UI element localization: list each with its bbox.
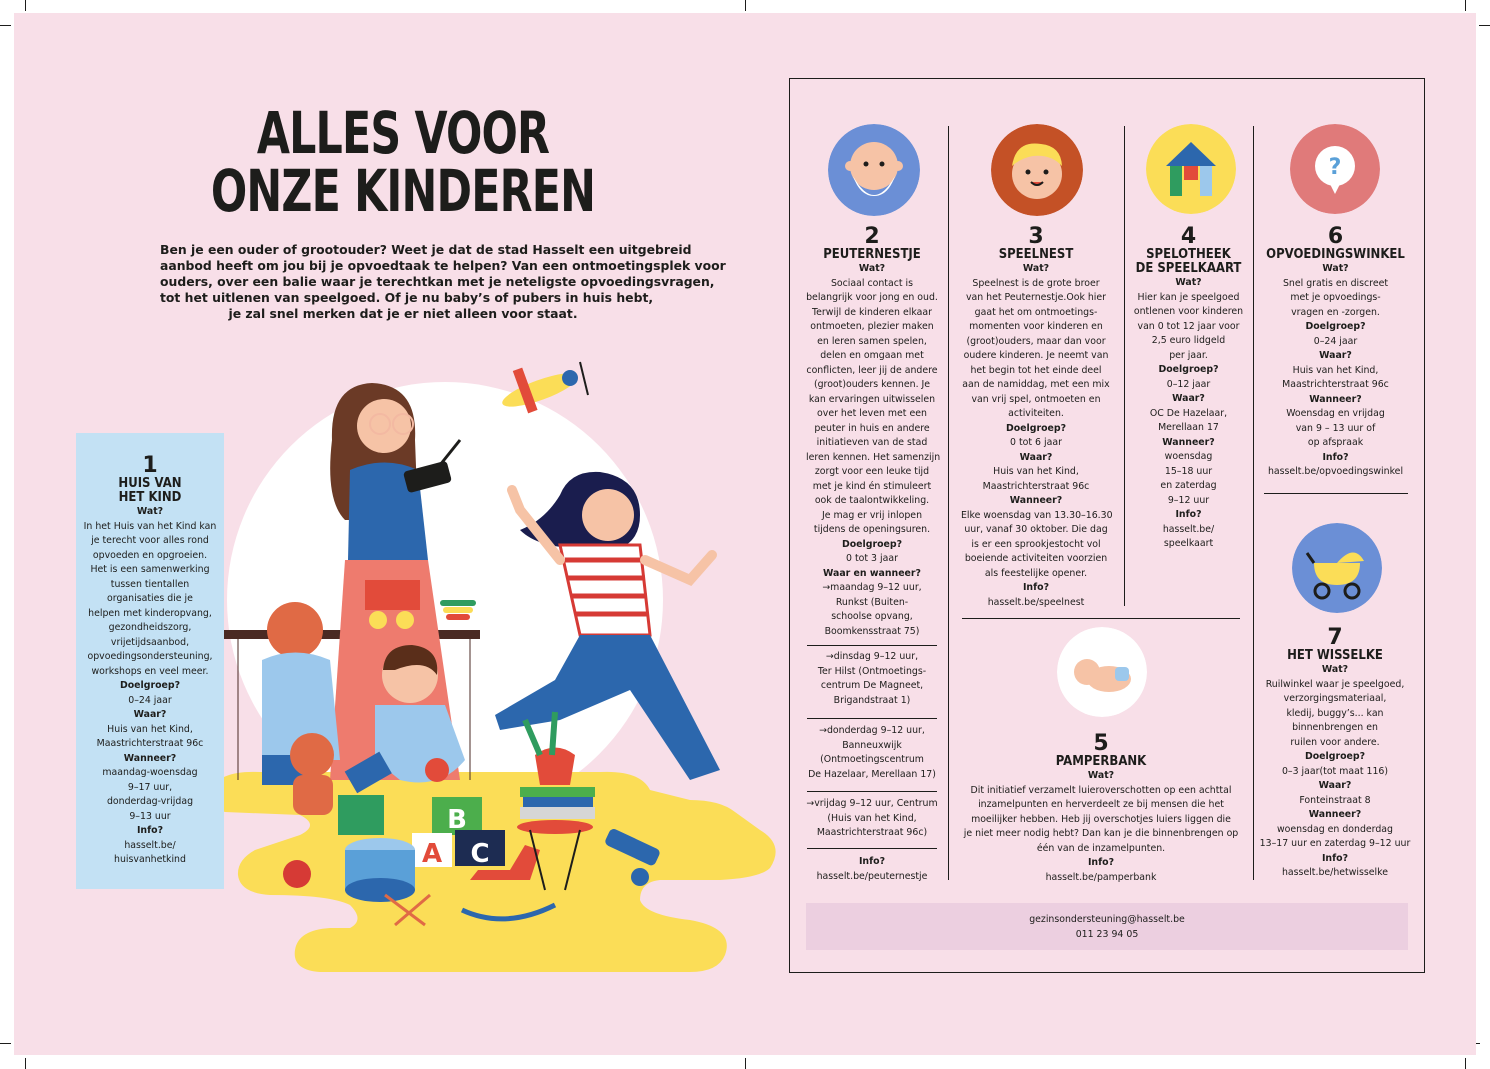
field-text: zorgt voor een leuke tijd (814, 466, 930, 477)
field-text: binnenbrengen en (1292, 722, 1378, 733)
field-text: het begin tot het einde deel (970, 364, 1102, 376)
field-label: Info? (136, 825, 164, 836)
info-link[interactable]: hasselt.be/peuternestje (816, 870, 928, 882)
field-text: kan ervaringen uitwisselen (808, 393, 936, 405)
section-pamperbank (961, 733, 1241, 885)
section-number: 7 (1327, 625, 1343, 650)
field-text: speelkaart (1163, 538, 1214, 549)
field-text: Ruilwinkel waar je speelgoed, (1265, 678, 1405, 690)
section-number: 2 (864, 224, 880, 249)
section-number: 4 (1180, 224, 1197, 249)
title-line: ALLES VOOR (256, 99, 550, 167)
schedule-line: →donderdag 9–12 uur, (819, 725, 925, 736)
field-text: kledij, buggy’s... kan (1286, 707, 1384, 719)
schedule-line: (Huis van het Kind, (827, 812, 917, 824)
field-label: Wat? (1322, 263, 1349, 274)
section-number: 3 (1028, 224, 1044, 249)
field-text: tijdens de openingsuren. (813, 524, 931, 535)
field-text: In het Huis van het Kind kan (83, 520, 217, 532)
field-text: Hier kan je speelgoed (1137, 291, 1240, 303)
field-text: moeilijker hebben. Heb jij overschotjes luiers liggen die (971, 813, 1231, 825)
intro-line: je zal snel merken dat je er niet alleen voor staat. (228, 306, 578, 321)
field-label: Info? (1022, 582, 1050, 593)
field-label: Waar? (1318, 780, 1352, 791)
field-label: Doelgroep? (1158, 364, 1219, 375)
field-text: Runkst (Buiten- (835, 596, 909, 608)
field-text: 0–3 jaar(tot maat 116) (1281, 765, 1389, 777)
section-spelotheek (1131, 226, 1246, 552)
red-ball (283, 860, 311, 888)
field-text: en leren samen spelen, (817, 335, 927, 347)
section-opvoedingswinkel (1263, 226, 1408, 480)
schedule-line: Banneuxwijk (842, 739, 902, 751)
field-text: Maastrichterstraat 96c (982, 480, 1090, 492)
column-divider (948, 126, 949, 880)
field-text: ontlenen voor kinderen (1133, 306, 1244, 317)
crop-mark (1465, 1058, 1466, 1069)
field-label: Wat? (1321, 664, 1349, 675)
field-text: woensdag en donderdag (1277, 823, 1393, 835)
field-text: per jaar. (1169, 349, 1208, 361)
field-text: OC De Hazelaar, (1149, 407, 1228, 419)
field-text: opvoedingsondersteuning, (87, 651, 213, 662)
field-text: vrijetijdsaanbod, (110, 636, 190, 648)
field-label: Info? (1321, 852, 1349, 864)
section-name: SPEELNEST (998, 247, 1074, 262)
field-text: is er een sprookjestocht vol (971, 538, 1101, 550)
field-text: 0–24 jaar (128, 694, 172, 706)
field-text: Sociaal contact is (830, 277, 914, 289)
field-text: Huis van het Kind, (107, 723, 193, 735)
svg-text:?: ? (1328, 155, 1342, 180)
schedule-line: →dinsdag 9–12 uur, (825, 651, 919, 662)
field-text: aan de namiddag, met een mix (962, 379, 1110, 390)
contact-phone[interactable]: 011 23 94 05 (1075, 929, 1139, 940)
field-label: Wanneer? (1308, 809, 1362, 820)
contact-email[interactable]: gezinsondersteuning@hasselt.be (1029, 914, 1185, 925)
field-text: Dit initiatief verzamelt luieroverschotten op een achttal (970, 784, 1232, 796)
schedule-line: (Ontmoetingscentrum (820, 754, 924, 765)
section-name: SPELOTHEEK (1146, 247, 1231, 262)
field-text: 9–17 uur, (127, 781, 173, 793)
field-text: 9–12 uur (1167, 494, 1210, 506)
info-link[interactable]: hasselt.be/ (1162, 523, 1215, 535)
field-text: Merellaan 17 (1158, 422, 1219, 433)
field-text: vragen en -zorgen. (1291, 306, 1380, 318)
toy-train (365, 580, 420, 610)
field-label: Info? (1087, 857, 1115, 868)
page-title (204, 99, 603, 225)
field-label: Wat? (136, 506, 164, 517)
crop-mark (1479, 25, 1490, 26)
field-text: Woensdag en vrijdag (1286, 408, 1385, 419)
field-text: 0–24 jaar (1313, 335, 1358, 347)
field-text: organisaties die je (107, 593, 193, 604)
field-label: Waar en wanneer? (823, 567, 921, 579)
field-text: Boomkensstraat 75) (824, 625, 920, 637)
schedule-block (806, 724, 938, 782)
field-label: Waar? (1019, 451, 1053, 463)
field-text: maandag-woensdag (102, 767, 198, 778)
section-name: HET WISSELKE (1287, 648, 1383, 663)
field-label: Waar? (133, 709, 167, 720)
field-label: Wat? (858, 263, 886, 274)
field-text: met je opvoedings- (1290, 292, 1381, 303)
field-label: Info? (1175, 509, 1202, 520)
intro-line: aanbod heeft om jou bij je opvoedtaak te helpen? Van een ontmoetingsplek voor (160, 258, 726, 273)
section-number: 5 (1093, 731, 1109, 756)
field-label: Doelgroep? (1305, 321, 1366, 332)
field-text: gezondheidszorg, (108, 622, 192, 633)
field-text: conflicten, leer jij de andere (806, 364, 938, 376)
field-label: Info? (1322, 451, 1349, 463)
field-label: Wanneer? (123, 752, 177, 764)
field-text: Je mag er vrij inlopen (821, 509, 923, 521)
schedule-block (806, 797, 938, 841)
schedule-divider (807, 645, 937, 646)
field-text: Terwijl de kinderen elkaar (812, 306, 932, 318)
field-text: je niet meer nodig hebt? Dan kan je die binnenbrengen op (963, 828, 1239, 839)
schedule-line: centrum De Magneet, (820, 680, 924, 691)
section-het-wisselke (1256, 627, 1414, 881)
field-text: Fonteinstraat 8 (1299, 794, 1371, 806)
field-text: Huis van het Kind, (1292, 364, 1379, 376)
field-text: peuter in huis en andere (814, 422, 930, 434)
crop-mark (25, 1058, 26, 1069)
field-text: op afspraak (1307, 437, 1364, 448)
section-name: HUIS VAN (118, 476, 182, 491)
field-label: Wanneer? (1009, 495, 1063, 506)
field-text: over het leven met een (817, 408, 927, 419)
field-text: 13–17 uur en zaterdag 9–12 uur (1259, 838, 1411, 849)
section-number: 1 (142, 453, 158, 478)
field-text: (groot)ouders kennen. Je (813, 379, 931, 390)
field-text: schoolse opvang, (831, 611, 913, 622)
field-text: oudere kinderen. Je neemt van (963, 350, 1109, 361)
toy-blocks-icon (1146, 124, 1236, 214)
field-text: workshops en veel meer. (91, 665, 209, 677)
intro-line: Ben je een ouder of grootouder? Weet je dat de stad Hasselt een uitgebreid (160, 242, 692, 257)
field-text: 0 tot 6 jaar (1010, 437, 1062, 448)
sleeping-baby-icon (1057, 627, 1147, 717)
section-huis-van-het-kind (76, 455, 224, 868)
info-link[interactable]: hasselt.be/pamperbank (1045, 871, 1157, 883)
info-link[interactable]: hasselt.be/speelnest (987, 596, 1085, 608)
schedule-line: Maastrichterstraat 96c) (816, 827, 928, 838)
field-text: van het Peuternestje.Ook hier (965, 292, 1107, 303)
field-text: je terecht voor alles rond (91, 535, 209, 546)
field-label: Wat? (1087, 770, 1115, 781)
field-text: Maastrichterstraat 96c (1282, 379, 1389, 390)
schedule-divider (807, 791, 937, 792)
field-text: initiatieven van de stad (816, 437, 928, 448)
intro-line: tot het uitlenen van speelgoed. Of je nu baby’s of pubers in huis hebt, (160, 290, 654, 305)
field-text: opvoeden en opgroeien. (92, 549, 208, 561)
peuternestje-info (806, 855, 938, 884)
field-text: leren kennen. Het samenzijn (806, 451, 941, 463)
field-text: 9–13 uur (129, 810, 171, 822)
field-text: en zaterdag (1160, 480, 1217, 491)
field-text: inzamelpunten en herverdeelt ze bij mensen die het (978, 799, 1224, 810)
field-text: activiteiten. (1008, 408, 1064, 419)
field-text: Snel gratis en discreet (1282, 277, 1389, 289)
field-text: Huis van het Kind, (993, 466, 1079, 477)
field-text: van 0 tot 12 jaar voor (1137, 320, 1240, 332)
column-divider (1253, 126, 1254, 880)
section-name: HET KIND (118, 490, 182, 505)
grandparent-face-icon (828, 124, 920, 216)
field-text: helpen met kinderopvang, (88, 607, 212, 619)
crop-mark (1465, 0, 1466, 11)
field-label: Waar? (1319, 350, 1352, 361)
field-text: (groot)ouders, maar dan voor (966, 335, 1106, 347)
field-text: momenten voor kinderen en (969, 321, 1103, 332)
field-label: Info? (858, 856, 886, 867)
intro-line: ouders, over een balie waar je terechtkan met je neteligste opvoedingsvragen, (160, 274, 715, 289)
field-text: Maastrichterstraat 96c (96, 738, 204, 749)
field-text: tussen tientallen (110, 578, 190, 590)
field-text: 2,5 euro lidgeld (1151, 335, 1226, 346)
letter-a: A (421, 839, 443, 869)
field-text: ruilen voor andere. (1290, 736, 1380, 748)
schedule-divider (807, 848, 937, 849)
row-divider (1264, 493, 1408, 494)
intro-paragraph (160, 242, 726, 322)
crop-mark (0, 1043, 11, 1044)
field-text: 0–12 jaar (1166, 378, 1211, 390)
field-text: Speelnest is de grote broer (972, 277, 1100, 289)
contact-footer (806, 903, 1408, 950)
field-text: Elke woensdag van 13.30–16.30 (961, 509, 1113, 521)
schedule-block (806, 650, 938, 708)
title-line: ONZE KINDEREN (210, 157, 596, 225)
field-text: van vrij spel, ontmoeten en (971, 393, 1101, 405)
schedule-line: De Hazelaar, Merellaan 17) (808, 768, 936, 780)
field-text: als feestelijke opener. (984, 567, 1088, 579)
crop-mark (745, 1058, 746, 1069)
letter-c: C (470, 839, 490, 869)
field-text: verzorgingsmateriaal, (1283, 693, 1387, 704)
field-label: Doelgroep? (119, 680, 181, 691)
field-label: Wat? (1022, 263, 1050, 274)
field-text: ontmoeten, plezier maken (810, 321, 934, 332)
schedule-line: →vrijdag 9–12 uur, Centrum (806, 798, 938, 809)
info-link[interactable]: hasselt.be/opvoedingswinkel (1267, 466, 1404, 477)
huis-van-het-kind-box (76, 433, 224, 889)
field-text: van 9 – 13 uur of (1295, 422, 1376, 434)
field-text: Het is een samenwerking (90, 564, 210, 575)
info-link[interactable]: hasselt.be/ (124, 839, 176, 851)
section-peuternestje (806, 224, 941, 639)
question-bubble-icon (1290, 124, 1380, 214)
field-label: Wanneer? (1309, 393, 1362, 405)
field-label: Wanneer? (1162, 436, 1215, 448)
field-text: met je kind én stimuleert (812, 480, 932, 492)
stroller-icon (1292, 523, 1382, 613)
section-name: PAMPERBANK (1055, 754, 1147, 769)
field-text: één van de inzamelpunten. (1036, 842, 1166, 854)
section-name: PEUTERNESTJE (823, 247, 921, 262)
schedule-line: Brigandstraat 1) (833, 694, 911, 706)
info-link[interactable]: hasselt.be/hetwisselke (1281, 867, 1389, 878)
field-text: uur, vanaf 30 oktober. Die dag (964, 524, 1108, 535)
section-name: DE SPEELKAART (1135, 261, 1242, 276)
field-text: 15–18 uur (1164, 465, 1213, 477)
field-text: gaat het om ontmoetings- (974, 306, 1098, 318)
row-divider (962, 618, 1240, 619)
field-text: 0 tot 3 jaar (846, 553, 898, 564)
field-text: woensdag (1164, 451, 1213, 462)
schedule-divider (807, 718, 937, 719)
section-speelnest (961, 226, 1111, 610)
field-text: →maandag 9–12 uur, (822, 582, 922, 593)
section-number: 6 (1327, 224, 1344, 249)
column-divider (1124, 126, 1125, 606)
field-label: Doelgroep? (1304, 751, 1366, 762)
toddler-face-icon (991, 124, 1083, 216)
field-text: huisvanhetkind (114, 854, 186, 865)
field-label: Doelgroep? (841, 538, 903, 550)
field-text: donderdag-vrijdag (106, 796, 194, 807)
field-text: delen en omgaan met (820, 350, 924, 361)
letter-b: B (447, 805, 467, 835)
field-label: Waar? (1172, 393, 1205, 404)
field-label: Wat? (1175, 277, 1202, 288)
schedule-line: Ter Hilst (Ontmoetings- (817, 665, 927, 677)
toy-block (338, 795, 384, 835)
field-text: belangrijk voor jong en oud. (806, 292, 938, 303)
field-text: boeiende activiteiten voorzien (964, 553, 1108, 564)
section-name: OPVOEDINGSWINKEL (1266, 247, 1405, 262)
field-text: ook de taalontwikkeling. (814, 495, 930, 506)
field-label: Doelgroep? (1005, 422, 1067, 434)
